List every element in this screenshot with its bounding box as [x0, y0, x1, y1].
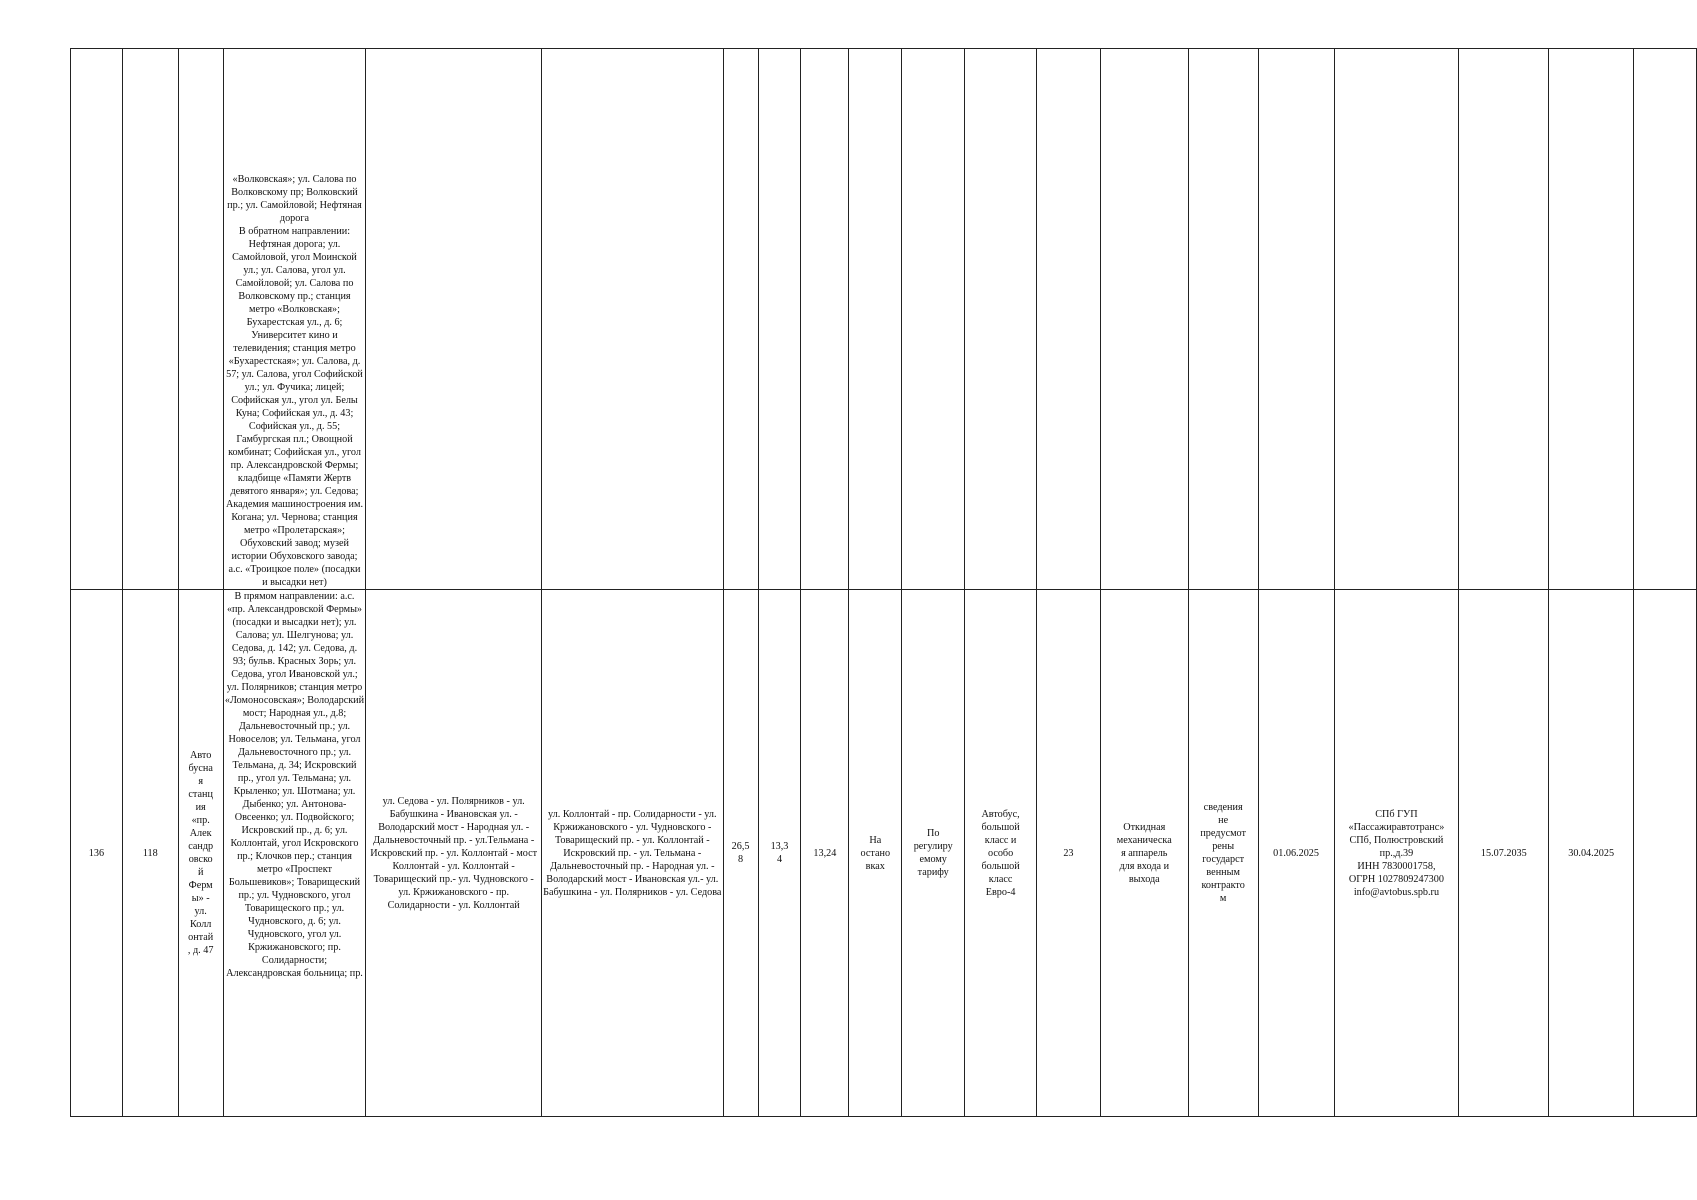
route-code-cell [122, 49, 178, 590]
length-avg-cell: 13,24 [801, 590, 849, 1117]
streets-backward-cell: ул. Коллонтай - пр. Солидарности - ул. Кржижановского - ул. Чудновского - Товарищеский пр. - ул. Коллонтай - Искровский пр. - ул. Тельмана - Дальневосточный пр. - Народная ул. - Володарский мост - Ивановская ул.- ул. Бабушкина - ул. Полярников - ул. Седова [542, 590, 724, 1117]
table-row [71, 49, 1697, 590]
start-date-cell [1258, 49, 1334, 590]
fare-type-cell [902, 49, 965, 590]
stops-cell: «Волковская»; ул. Салова по Волковскому пр; Волковский пр.; ул. Самойловой; Нефтяная дорога В обратном направлении: Нефтяная дорога; ул. Самойловой, угол Моинской ул.; ул. Салова, угол ул. Самойловой; ул. Салова по Волковскому пр.; станция метро «Волковская»; Бухарестская ул., д. 6; Университет кино и телевидения; станция метро «Бухарестская»; ул. Салова, д. 57; ул. Салова, угол Софийской ул.; ул. Фучика; лицей; Софийская ул., угол ул. Белы Куна; Софийская ул., д. 43; Софийская ул., д. 55; Гамбургская пл.; Овощной комбинат; Софийская ул., угол пр. Александровской Фермы; кладбище «Памяти Жертв девятого января»; ул. Седова; Академия машиностроения им. Когана; ул. Чернова; станция метро «Пролетарская»; Обуховский завод; музей истории Обуховского завода; а.с. «Троицкое поле» (посадки и высадки нет) [223, 49, 366, 590]
route-number-cell: 136 [71, 590, 123, 1117]
contract-cell: сведения не предусмот рены государст венным контракто м [1188, 590, 1258, 1117]
vehicle-cell: Автобус, большой класс и особо большой класс Евро-4 [965, 590, 1037, 1117]
route-name-cell [178, 49, 223, 590]
date-3-cell: 30.04.2025 [1549, 590, 1634, 1117]
streets-forward-cell: ул. Седова - ул. Полярников - ул. Бабушкина - Ивановская ул. - Володарский мост - Народная ул. - Дальневосточный пр. - ул.Тельмана - Искровский пр. - ул. Коллонтай - мост Коллонтай - ул. Коллонтай - Товарищеский пр.- ул. Чудновского - ул. Кржижановского - пр. Солидарности - ул. Коллонтай [366, 590, 542, 1117]
length-backward-cell: 13,3 4 [758, 590, 801, 1117]
carrier-cell [1334, 49, 1459, 590]
stops-cell: В прямом направлении: а.с. «пр. Александровской Фермы» (посадки и высадки нет); ул. Салова; ул. Шелгунова; ул. Седова, д. 142; ул. Седова, д. 93; бульв. Красных Зорь; ул. Седова, угол Ивановской ул.; ул. Полярников; станция метро «Ломоносовская»; Володарский мост; Народная ул., д.8; Дальневосточный пр.; ул. Новоселов; ул. Тельмана, угол Дальневосточного пр.; ул. Тельмана, д. 34; Искровский пр., угол ул. Тельмана; ул. Крыленко; ул. Шотмана; ул. Дыбенко; ул. Антонова-Овсеенко; ул. Подвойского; Искровский пр., д. 6; ул. Коллонтай, угол Искровского пр.; Клочков пер.; станция метро «Проспект Большевиков»; Товарищеский пр.; ул. Чудновского, угол Товарищеского пр.; ул. Чудновского, д. 6; ул. Чудновского, угол ул. Кржижановского; пр. Солидарности; Александровская больница; пр. [223, 590, 366, 1117]
vehicle-count-cell: 23 [1037, 590, 1101, 1117]
length-backward-cell [758, 49, 801, 590]
date-3-cell [1549, 49, 1634, 590]
vehicle-count-cell [1037, 49, 1101, 590]
boarding-order-cell [849, 49, 902, 590]
route-registry-table [70, 48, 1697, 1117]
features-cell: Откидная механическа я аппарель для входа и выхода [1100, 590, 1188, 1117]
route-code-cell: 118 [122, 590, 178, 1117]
streets-forward-cell [366, 49, 542, 590]
date-2-cell: 15.07.2035 [1459, 590, 1549, 1117]
length-forward-cell [723, 49, 758, 590]
extra-cell [1634, 49, 1697, 590]
contract-cell [1188, 49, 1258, 590]
streets-backward-cell [542, 49, 724, 590]
carrier-cell: СПб ГУП «Пассажиравтотранс» СПб, Полюстровский пр.,д.39 ИНН 7830001758, ОГРН 1027809247300 info@avtobus.spb.ru [1334, 590, 1459, 1117]
vehicle-cell [965, 49, 1037, 590]
start-date-cell: 01.06.2025 [1258, 590, 1334, 1117]
features-cell [1100, 49, 1188, 590]
length-avg-cell [801, 49, 849, 590]
date-2-cell [1459, 49, 1549, 590]
fare-type-cell: По регулиру емому тарифу [902, 590, 965, 1117]
route-number-cell [71, 49, 123, 590]
route-name-cell: Авто бусна я станц ия «пр. Алек сандр овско й Ферм ы» - ул. Колл онтай , д. 47 [178, 590, 223, 1117]
table-row [71, 590, 1697, 1117]
extra-cell [1634, 590, 1697, 1117]
length-forward-cell: 26,5 8 [723, 590, 758, 1117]
boarding-order-cell: На остано вках [849, 590, 902, 1117]
